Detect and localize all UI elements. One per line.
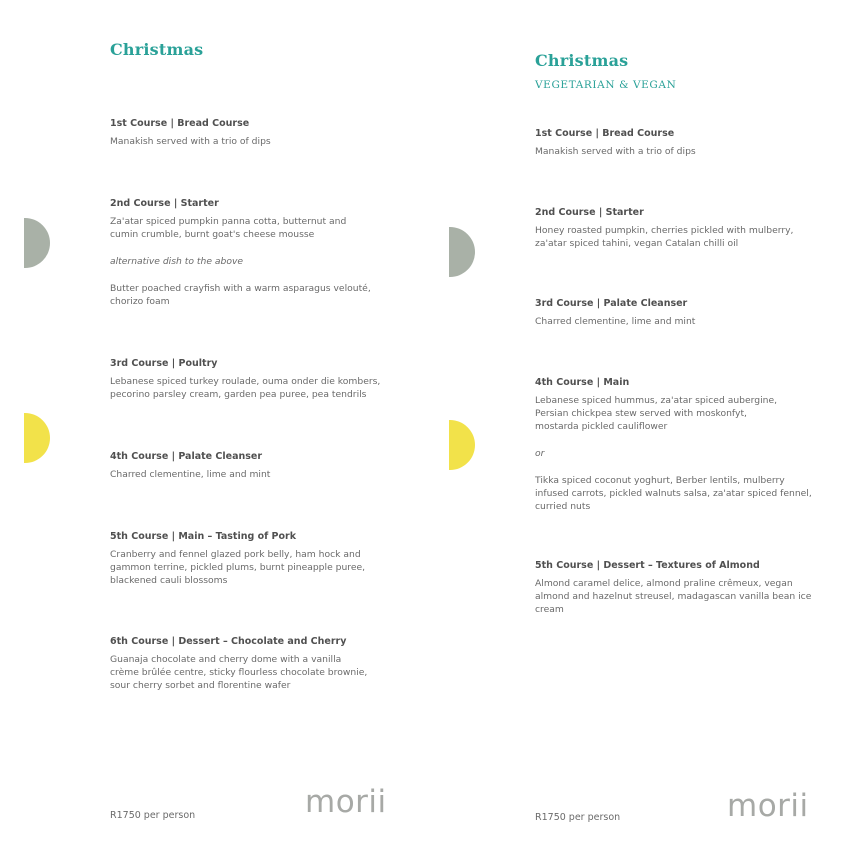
- course-3: [110, 357, 390, 401]
- alternative-note: or: [535, 448, 545, 459]
- course-description: Almond caramel delice, almond praline crêmeux, vegan almond and hazelnut streusel, madagascan vanilla bean ice cream: [535, 578, 812, 615]
- yellow-half-circle-decoration: [449, 420, 475, 470]
- course-description: Manakish served with a trio of dips: [535, 146, 696, 157]
- course-2: [110, 197, 390, 308]
- course-3: [535, 297, 815, 328]
- menu-page-vegetarian-vegan: [425, 0, 850, 850]
- grey-half-circle-decoration: [24, 218, 50, 268]
- course-1: [535, 127, 815, 158]
- course-heading: 4th Course | Main: [535, 377, 630, 388]
- course-heading: 1st Course | Bread Course: [110, 118, 250, 129]
- course-heading: 4th Course | Palate Cleanser: [110, 451, 263, 462]
- course-description: Lebanese spiced hummus, za'atar spiced aubergine, Persian chickpea stew served with moskonfyt, mostarda pickled cauliflower: [535, 395, 778, 432]
- price: R1750 per person: [535, 812, 621, 823]
- course-description: Charred clementine, lime and mint: [110, 469, 271, 480]
- course-description: Manakish served with a trio of dips: [110, 136, 271, 147]
- menu-title: Christmas: [535, 51, 629, 70]
- course-description: Lebanese spiced turkey roulade, ouma onder die kombers, pecorino parsley cream, garden pea puree, pea tendrils: [110, 376, 381, 400]
- course-description: Honey roasted pumpkin, cherries pickled with mulberry, za'atar spiced tahini, vegan Catalan chilli oil: [535, 225, 794, 249]
- course-heading: 6th Course | Dessert – Chocolate and Cherry: [110, 636, 347, 647]
- course-6: [110, 635, 390, 692]
- course-heading: 5th Course | Dessert – Textures of Almond: [535, 560, 760, 571]
- menu-subtitle: VEGETARIAN & VEGAN: [535, 79, 677, 91]
- course-description: Charred clementine, lime and mint: [535, 316, 696, 327]
- course-5: [535, 559, 835, 616]
- yellow-half-circle-decoration: [24, 413, 50, 463]
- course-description: Cranberry and fennel glazed pork belly, ham hock and gammon terrine, pickled plums, burnt pineapple puree, blackened cauli blossoms: [110, 549, 366, 586]
- course-5: [110, 530, 390, 587]
- course-heading: 3rd Course | Poultry: [110, 358, 218, 369]
- alternative-description: Tikka spiced coconut yoghurt, Berber lentils, mulberry infused carrots, pickled walnuts salsa, za'atar spiced fennel, curried nuts: [535, 475, 812, 512]
- course-2: [535, 206, 815, 250]
- morii-logo: morii: [305, 784, 387, 820]
- course-description: Za'atar spiced pumpkin panna cotta, butternut and cumin crumble, burnt goat's cheese mousse: [110, 216, 347, 240]
- alternative-note: alternative dish to the above: [110, 256, 244, 267]
- alternative-description: Butter poached crayfish with a warm asparagus velouté, chorizo foam: [110, 283, 371, 307]
- course-heading: 2nd Course | Starter: [535, 207, 644, 218]
- course-heading: 1st Course | Bread Course: [535, 128, 675, 139]
- course-heading: 2nd Course | Starter: [110, 198, 219, 209]
- course-heading: 5th Course | Main – Tasting of Pork: [110, 531, 297, 542]
- grey-half-circle-decoration: [449, 227, 475, 277]
- price: R1750 per person: [110, 810, 196, 821]
- course-heading: 3rd Course | Palate Cleanser: [535, 298, 688, 309]
- course-description: Guanaja chocolate and cherry dome with a vanilla crème brûlée centre, sticky flourless chocolate brownie, sour cherry sorbet and florentine wafer: [110, 654, 368, 691]
- course-4: [110, 450, 390, 481]
- course-1: [110, 117, 390, 148]
- menu-title: Christmas: [110, 40, 204, 59]
- course-4: [535, 376, 835, 513]
- morii-logo: morii: [727, 788, 809, 824]
